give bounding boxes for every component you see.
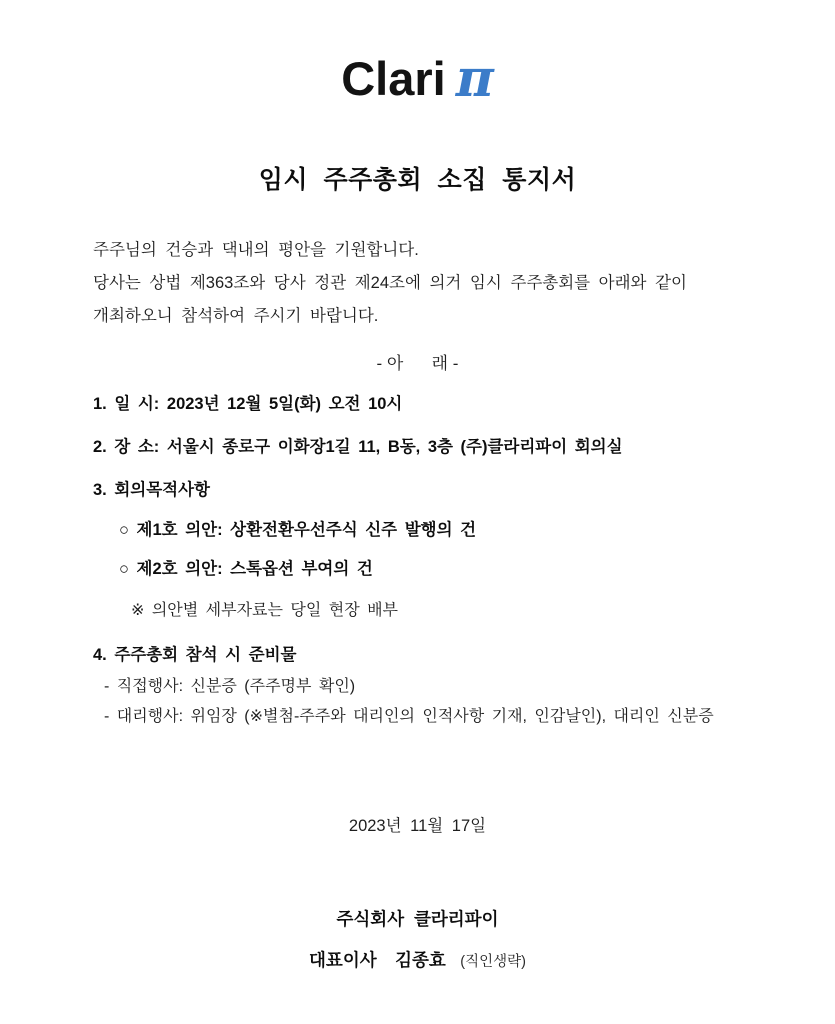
notice-item-preparation: 4. 주주총회 참석 시 준비물 bbox=[93, 646, 297, 664]
greeting-line-2: 당사는 상법 제363조와 당사 정관 제24조에 의거 임시 주주총회를 아래와 같이 bbox=[93, 274, 687, 292]
greeting-line-1: 주주님의 건승과 댁내의 평안을 기원합니다. bbox=[93, 241, 419, 259]
company-logo bbox=[0, 48, 835, 109]
greeting-paragraph bbox=[93, 234, 715, 333]
ceo-signature-line bbox=[0, 947, 835, 972]
notice-item-datetime: 1. 일 시: 2023년 12월 5일(화) 오전 10시 bbox=[93, 395, 403, 413]
notice-item-location: 2. 장 소: 서울시 종로구 이화장1길 11, B동, 3층 (주)클라리파이 회의실 bbox=[93, 438, 623, 456]
company-name: 주식회사 클라리파이 bbox=[336, 909, 499, 929]
seal-omitted-note: (직인생략) bbox=[460, 954, 526, 970]
agenda-item-1: ○ 제1호 의안: 상환전환우선주식 신주 발행의 건 bbox=[119, 521, 477, 539]
prep-item-proxy: - 대리행사: 위임장 (※별첨-주주와 대리인의 인적사항 기재, 인감날인), 대리인 신분증 bbox=[104, 708, 714, 725]
ceo-title: 대표이사 bbox=[309, 950, 377, 970]
ceo-name: 김종효 bbox=[395, 950, 446, 970]
agenda-item-2: ○ 제2호 의안: 스톡옵션 부여의 건 bbox=[119, 560, 373, 578]
logo-pi-icon: π bbox=[455, 48, 494, 109]
logo-wordmark: Clari bbox=[341, 52, 446, 105]
document-title: 임시 주주총회 소집 통지서 bbox=[258, 166, 577, 194]
notice-item-purpose: 3. 회의목적사항 bbox=[93, 481, 210, 499]
greeting-line-3: 개최하오니 참석하여 주시기 바랍니다. bbox=[93, 307, 379, 325]
below-divider-label: - 아 래 - bbox=[376, 354, 459, 373]
issue-date: 2023년 11월 17일 bbox=[348, 817, 487, 835]
agenda-note: ※ 의안별 세부자료는 당일 현장 배부 bbox=[131, 602, 399, 619]
prep-item-direct: - 직접행사: 신분증 (주주명부 확인) bbox=[104, 678, 356, 695]
